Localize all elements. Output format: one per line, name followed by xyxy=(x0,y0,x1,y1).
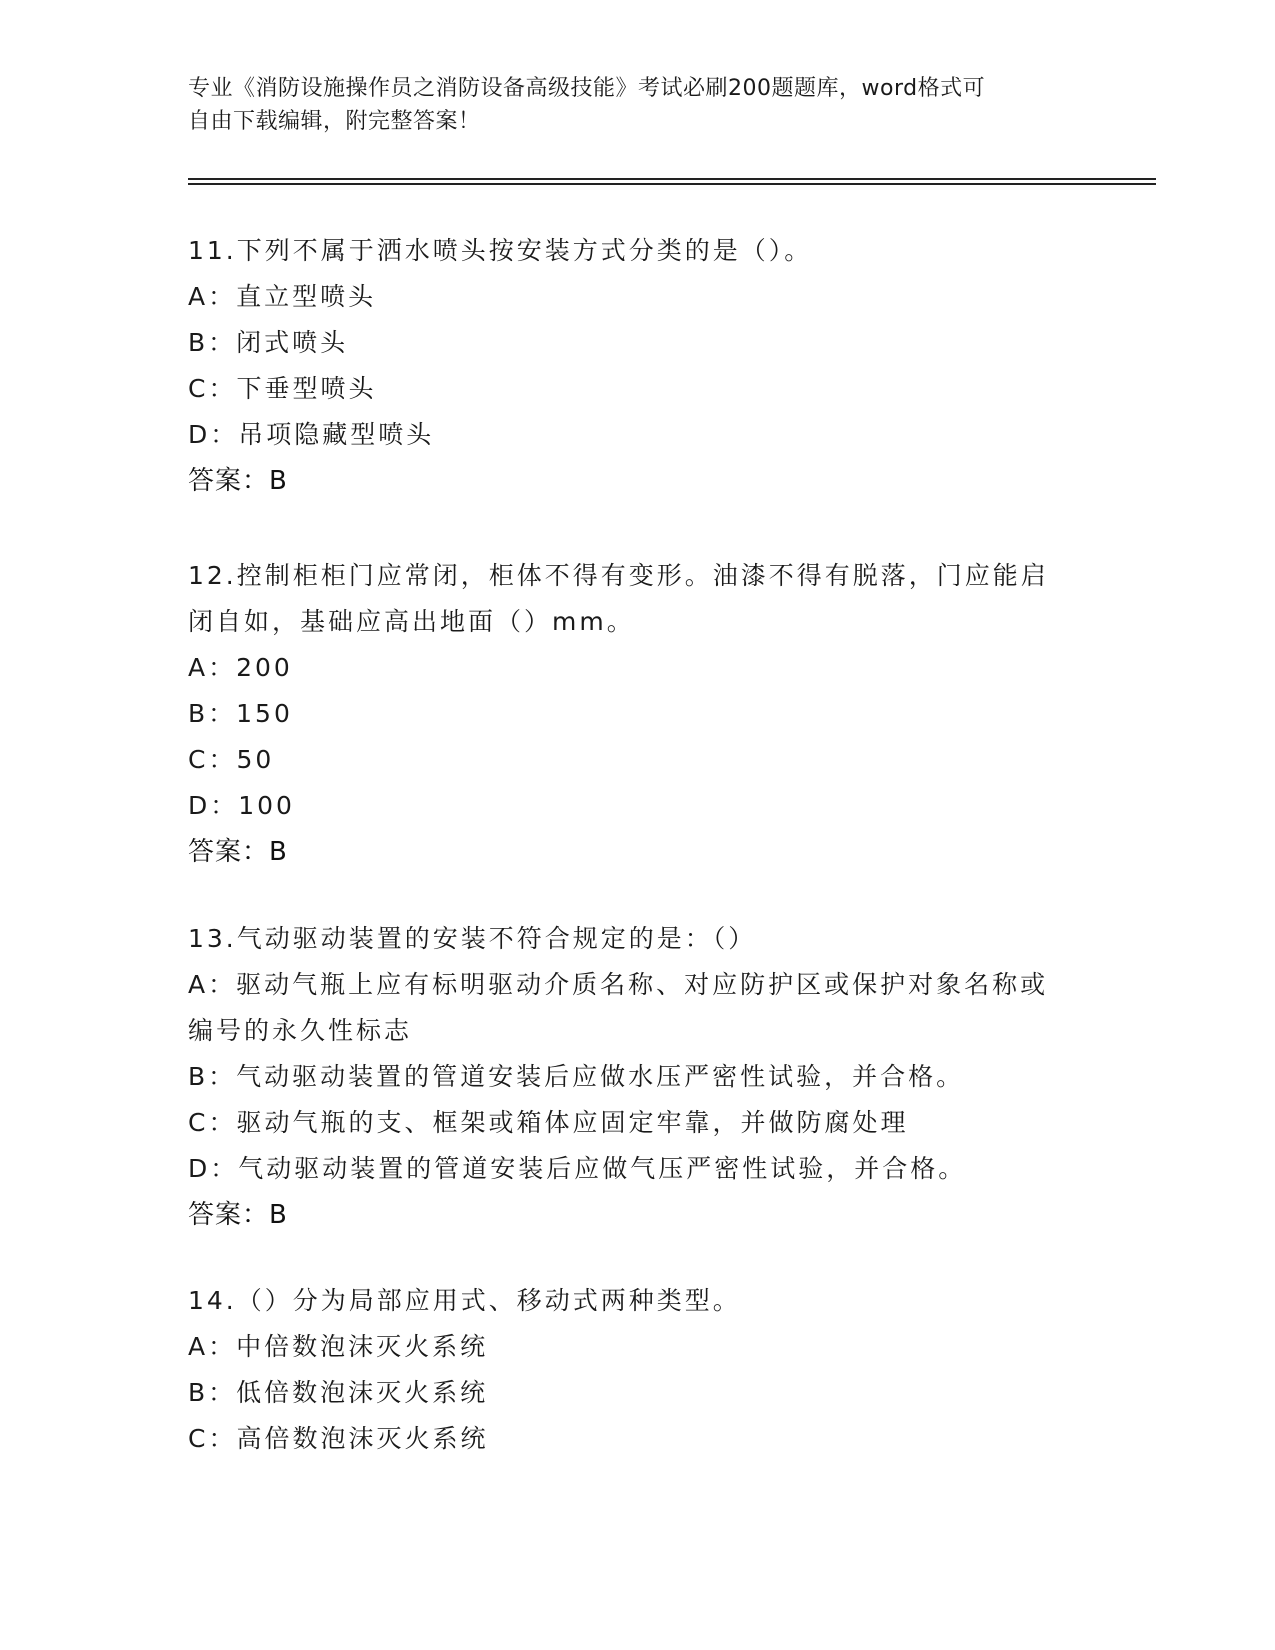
answer: 答案：B xyxy=(188,837,288,867)
header-line-2: 自由下载编辑，附完整答案！ xyxy=(188,109,481,134)
header-divider-top xyxy=(188,178,1156,180)
question-stem-line-2: 闭自如，基础应高出地面（）mm。 xyxy=(188,607,635,636)
header-divider-bottom xyxy=(188,183,1156,185)
question-11 xyxy=(188,228,1088,504)
document-header xyxy=(188,72,1088,138)
option-c: C：驱动气瓶的支、框架或箱体应固定牢靠，并做防腐处理 xyxy=(188,1108,909,1137)
option-d: D：气动驱动装置的管道安装后应做气压严密性试验，并合格。 xyxy=(188,1154,967,1183)
answer: 答案：B xyxy=(188,1200,288,1230)
option-b: B：闭式喷头 xyxy=(188,328,349,357)
header-line-1: 专业《消防设施操作员之消防设备高级技能》考试必刷200题题库，word格式可 xyxy=(188,76,986,101)
question-13 xyxy=(188,916,1088,1238)
option-a: A：直立型喷头 xyxy=(188,282,377,311)
option-a: A：中倍数泡沫灭火系统 xyxy=(188,1332,489,1361)
option-d: D：100 xyxy=(188,791,295,820)
question-12 xyxy=(188,553,1088,875)
answer: 答案：B xyxy=(188,466,288,496)
option-b: B：气动驱动装置的管道安装后应做水压严密性试验，并合格。 xyxy=(188,1062,965,1091)
question-14 xyxy=(188,1278,1088,1462)
option-c: C：50 xyxy=(188,745,275,774)
option-a-line-2: 编号的永久性标志 xyxy=(188,1016,413,1045)
option-d: D：吊项隐藏型喷头 xyxy=(188,420,435,449)
option-b: B：150 xyxy=(188,699,293,728)
option-c: C：高倍数泡沫灭火系统 xyxy=(188,1424,489,1453)
question-stem-line-1: 12.控制柜柜门应常闭，柜体不得有变形。油漆不得有脱落，门应能启 xyxy=(188,561,1049,590)
option-b: B：低倍数泡沫灭火系统 xyxy=(188,1378,489,1407)
question-stem: 14.（）分为局部应用式、移动式两种类型。 xyxy=(188,1286,741,1315)
option-c: C：下垂型喷头 xyxy=(188,374,377,403)
option-a-line-1: A：驱动气瓶上应有标明驱动介质名称、对应防护区或保护对象名称或 xyxy=(188,970,1049,999)
question-stem: 13.气动驱动装置的安装不符合规定的是：（） xyxy=(188,924,757,953)
option-a: A：200 xyxy=(188,653,293,682)
question-stem: 11.下列不属于洒水喷头按安装方式分类的是（）。 xyxy=(188,236,813,265)
